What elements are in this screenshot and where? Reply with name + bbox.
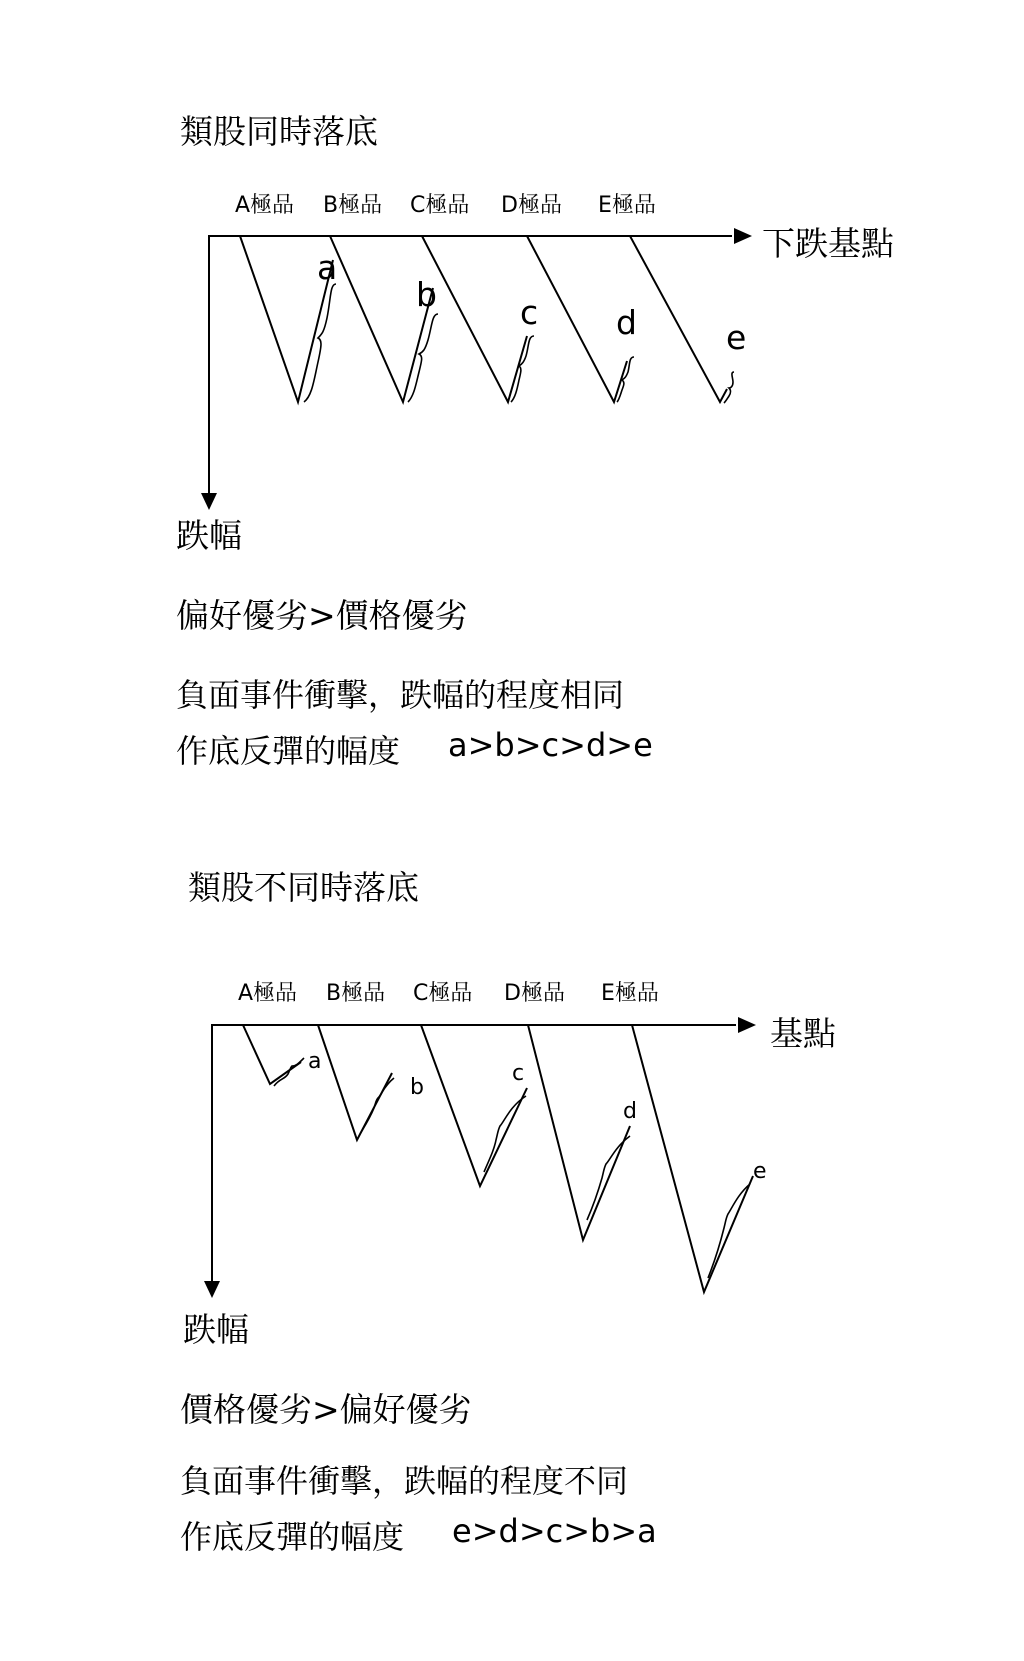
- diagram1-v-d: [527, 236, 627, 402]
- diagram2-graphic: [0, 1000, 1024, 1400]
- diagram2-label-e: e: [753, 1159, 767, 1184]
- diagram2-product-d: D極品: [504, 981, 565, 1006]
- diagram1-baseline-label: 下跌基點: [762, 224, 894, 263]
- diagram1-product-a: A極品: [235, 193, 295, 218]
- diagram1-product-c: C極品: [410, 193, 470, 218]
- diagram2-label-c: c: [512, 1061, 525, 1086]
- diagram1-desc-line2-prefix: 作底反彈的幅度: [176, 732, 401, 770]
- diagram1-product-e: E極品: [598, 193, 656, 218]
- diagram2-product-c: C極品: [413, 981, 473, 1006]
- diagram1-graphic: [0, 0, 1024, 560]
- diagram2-label-d: d: [623, 1099, 637, 1124]
- diagram1-label-a: a: [317, 248, 338, 287]
- diagram2-drop-label: 跌幅: [183, 1310, 249, 1349]
- diagram1-label-c: c: [520, 293, 539, 332]
- diagram2-v-c: [421, 1025, 527, 1186]
- diagram2-drop-arrow-icon: [204, 1281, 220, 1298]
- diagram1-drop-label: 跌幅: [176, 516, 242, 555]
- diagram1-label-b: b: [416, 275, 437, 314]
- diagram1-preference: 偏好優劣>價格優劣: [176, 596, 468, 635]
- diagram2-product-e: E極品: [601, 981, 659, 1006]
- diagram1-product-d: D極品: [501, 193, 562, 218]
- diagram2-brace-a: [274, 1058, 304, 1086]
- diagram2-desc-line1: 負面事件衝擊，跌幅的程度不同: [180, 1462, 629, 1500]
- diagram2-brace-b: [360, 1078, 394, 1134]
- diagram1-product-b: B極品: [323, 193, 383, 218]
- diagram1-drop-arrow-icon: [201, 493, 217, 510]
- diagram2-desc-line2-order: e>d>c>b>a: [452, 1512, 657, 1550]
- diagram1-brace-c: [511, 336, 534, 402]
- diagram2-v-b: [318, 1025, 392, 1140]
- diagram1-brace-a: [304, 284, 336, 402]
- diagram2-product-b: B極品: [326, 981, 386, 1006]
- diagram1-label-e: e: [726, 318, 747, 357]
- diagram2-title: 類股不同時落底: [188, 868, 419, 907]
- diagram1-desc-line2-order: a>b>c>d>e: [448, 726, 653, 764]
- diagram1-title: 類股同時落底: [180, 112, 378, 151]
- diagram2-v-a: [243, 1025, 301, 1084]
- diagram2-label-a: a: [308, 1049, 322, 1074]
- diagram2-label-b: b: [410, 1075, 424, 1100]
- diagram1-baseline-arrow-icon: [734, 228, 752, 244]
- diagram2-product-a: A極品: [238, 981, 298, 1006]
- diagram1-brace-e: [724, 372, 734, 403]
- diagram2-baseline-label: 基點: [770, 1014, 836, 1053]
- diagram1-desc-line1: 負面事件衝擊，跌幅的程度相同: [176, 676, 625, 714]
- diagram1-v-c: [422, 236, 527, 402]
- diagram2-v-d: [528, 1025, 630, 1240]
- diagram1-label-d: d: [616, 303, 637, 342]
- diagram2-preference: 價格優劣>偏好優劣: [180, 1390, 472, 1429]
- diagram2-v-e: [632, 1025, 753, 1292]
- diagram1-v-e: [630, 236, 727, 402]
- diagram2-desc-line2-prefix: 作底反彈的幅度: [180, 1518, 405, 1556]
- diagram2-baseline-arrow-icon: [738, 1017, 756, 1033]
